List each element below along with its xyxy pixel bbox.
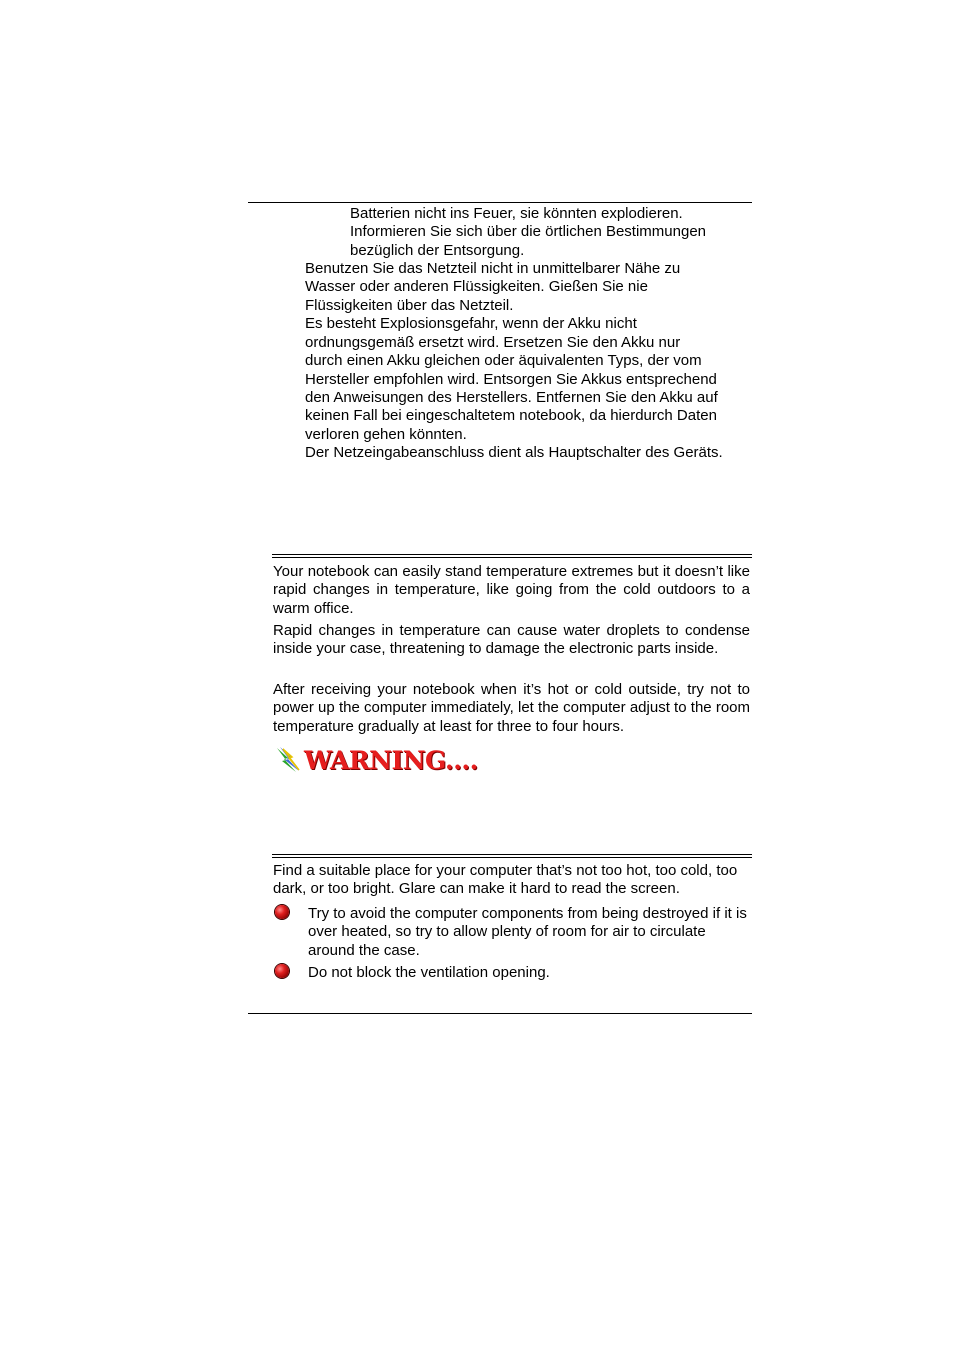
paragraph: Find a suitable place for your computer that’s not too hot, too cold, too dark, or too bright. Glare can make it hard to read the screen.: [273, 862, 738, 898]
text-line: Flüssigkeiten über das Netzteil.: [305, 297, 514, 314]
footer-rule: [248, 1013, 752, 1014]
list-item-text: Do not block the ventilation opening.: [308, 964, 550, 981]
paragraph: After receiving your notebook when it’s hot or cold outside, try not to power up the computer immediately, let the computer adjust to the room temperature gradually at least for three to four hours.: [273, 681, 750, 735]
text-line: Wasser oder anderen Flüssigkeiten. Gießen Sie nie: [305, 278, 648, 295]
header-rule: [248, 202, 752, 203]
text-line: den Anweisungen des Herstellers. Entfernen Sie den Akku auf: [305, 389, 718, 406]
paragraph: Rapid changes in temperature can cause water droplets to condense inside your case, threatening to damage the electronic parts inside.: [273, 622, 750, 658]
text-line: Informieren Sie sich über die örtlichen Bestimmungen: [350, 223, 707, 240]
section-divider: [272, 554, 752, 555]
text-line: durch einen Akku gleichen oder äquivalenten Typs, der vom: [305, 352, 702, 369]
text-line: verloren gehen könnten.: [305, 426, 467, 443]
text-line: Benutzen Sie das Netzteil nicht in unmittelbarer Nähe zu: [305, 260, 681, 277]
text-line: bezüglich der Entsorgung.: [350, 242, 525, 259]
lightning-arrow-icon: [274, 746, 302, 778]
section-divider: [272, 854, 752, 855]
text-line: Batterien nicht ins Feuer, sie könnten explodieren.: [350, 205, 683, 222]
warning-heading: [274, 746, 478, 776]
warning-label: WARNING....: [304, 746, 478, 775]
text-line: Es besteht Explosionsgefahr, wenn der Akku nicht: [305, 315, 637, 332]
list-item: [274, 964, 752, 984]
paragraph: Your notebook can easily stand temperature extremes but it doesn’t like rapid changes in temperature, like going from the cold outdoors to a warm office.: [273, 563, 750, 617]
list-item-text: Try to avoid the computer components from being destroyed if it is over heated, so try to allow plenty of room for air to circulate around the case.: [308, 905, 747, 959]
text-line: ordnungsgemäß ersetzt wird. Ersetzen Sie den Akku nur: [305, 334, 681, 351]
list-item: [274, 905, 752, 961]
text-line: keinen Fall bei eingeschaltetem notebook, da hierdurch Daten: [305, 407, 717, 424]
red-ball-bullet-icon: [275, 905, 289, 919]
text-line: Hersteller empfohlen wird. Entsorgen Sie Akkus entsprechend: [305, 371, 717, 388]
red-ball-bullet-icon: [275, 964, 289, 978]
text-line: Der Netzeingabeanschluss dient als Hauptschalter des Geräts.: [305, 444, 723, 461]
